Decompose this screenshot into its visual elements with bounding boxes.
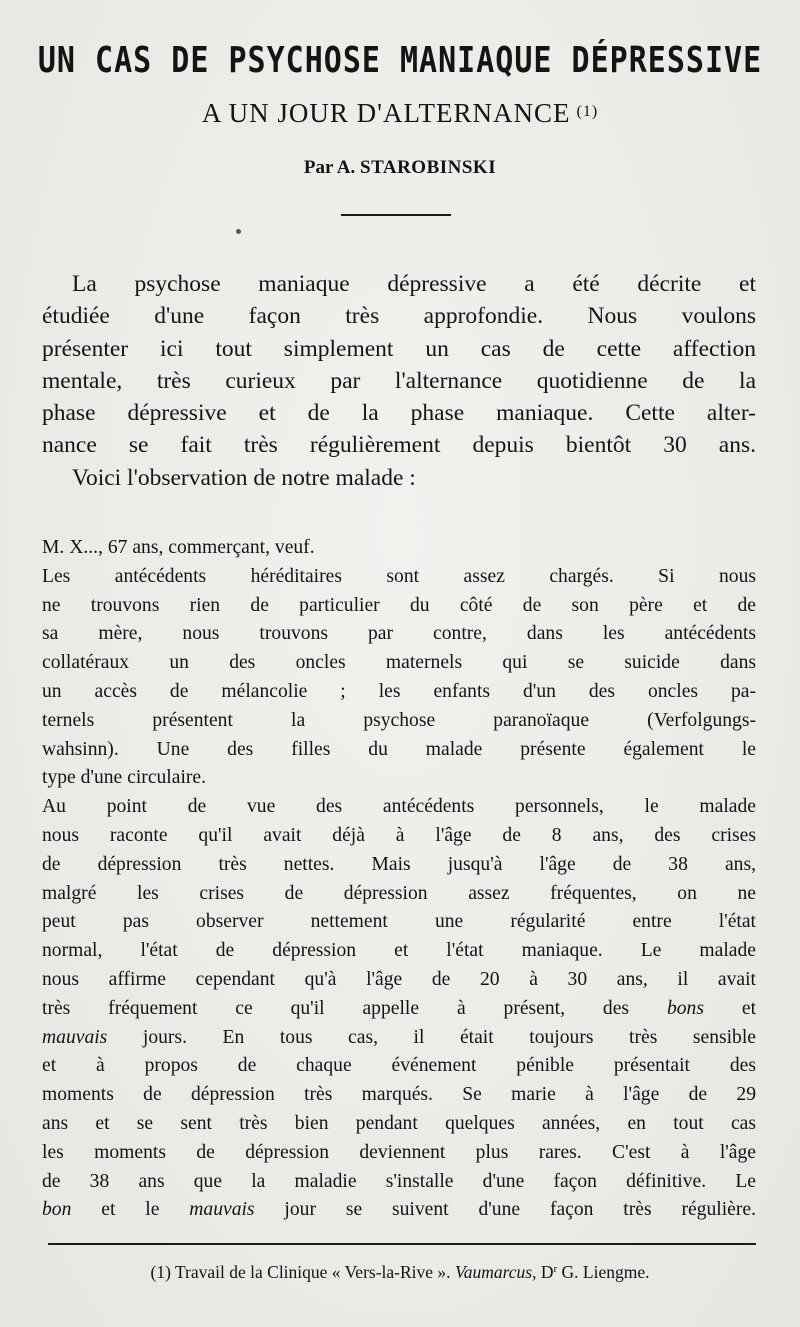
intro-line: mentale, très curieux par l'alternance quotidienne de la	[42, 367, 756, 394]
observation-line: les moments de dépression deviennent plus rares. C'est à l'âge	[42, 1141, 756, 1163]
subtitle-footnote-marker: (1)	[576, 103, 599, 120]
footnote-marker: (1)	[150, 1262, 171, 1282]
observation-line: collatéraux un des oncles maternels qui se suicide dans	[42, 652, 756, 674]
intro-line: La psychose maniaque dépressive a été décrite et	[72, 271, 756, 297]
article-title: UN CAS DE PSYCHOSE MANIAQUE DÉPRESSIVE	[37, 40, 763, 82]
subtitle-text: A UN JOUR D'ALTERNANCE	[201, 98, 571, 128]
observation-line: et à propos de chaque événement pénible présentait des	[42, 1055, 756, 1077]
footnote-doctor-prefix: D	[540, 1262, 554, 1282]
intro-line: Voici l'observation de notre malade :	[72, 464, 416, 491]
observation-line: Au point de vue des antécédents personnels, le malade	[42, 796, 756, 818]
observation-line: M. X..., 67 ans, commerçant, veuf.	[42, 537, 315, 558]
observation-line: sa mère, nous trouvons par contre, dans les antécédents	[42, 623, 756, 645]
author-name: STAROBINSKI	[360, 157, 497, 178]
footnote-doctor-name: G. Liengme.	[561, 1262, 650, 1282]
observation-line	[42, 1024, 756, 1053]
intro-paragraph	[42, 268, 756, 494]
article-subtitle	[0, 98, 800, 129]
observation-line: nous raconte qu'il avait déjà à l'âge de 8 ans, des crises	[42, 824, 756, 846]
observation-line: moments de dépression très marqués. Se marie à l'âge de 29	[42, 1084, 756, 1106]
intro-line: présenter ici tout simplement un cas de cette affection	[42, 335, 756, 362]
intro-line: nance se fait très régulièrement depuis bientôt 30 ans.	[42, 432, 756, 459]
observation-line: ans et se sent très bien pendant quelques années, en tout cas	[42, 1112, 756, 1134]
observation-line	[42, 995, 756, 1024]
ink-speck	[236, 229, 241, 234]
observation-line: type d'une circulaire.	[42, 767, 207, 789]
observation-line: peut pas observer nettement une régularité entre l'état	[42, 911, 756, 933]
footnote-text: Travail de la Clinique « Vers-la-Rive ».	[174, 1262, 451, 1282]
observation-line: Les antécédents héréditaires sont assez chargés. Si nous	[42, 565, 756, 587]
observation-line	[42, 1196, 756, 1225]
footnote-divider	[48, 1243, 756, 1245]
observation-line: wahsinn). Une des filles du malade présente également le	[42, 738, 756, 760]
footnote	[0, 1262, 800, 1283]
observation-line: normal, l'état de dépression et l'état maniaque. Le malade	[42, 940, 756, 962]
observation-section	[42, 534, 756, 1225]
observation-text: et le	[101, 1199, 160, 1221]
footnote-doctor-sup: r	[553, 1263, 558, 1275]
byline	[0, 157, 800, 179]
footnote-place: Vaumarcus,	[454, 1262, 537, 1282]
observation-line: un accès de mélancolie ; les enfants d'un des oncles pa-	[42, 680, 756, 702]
byline-prefix: Par A.	[303, 157, 356, 178]
observation-line: ternels présentent la psychose paranoïaque (Verfolgungs-	[42, 709, 756, 731]
observation-text: jours. En tous cas, il était toujours très sensible	[142, 1026, 756, 1048]
observation-line: de 38 ans que la maladie s'installe d'une façon définitive. Le	[42, 1170, 756, 1192]
italic-word: bon	[42, 1199, 72, 1221]
observation-line: ne trouvons rien de particulier du côté de son père et de	[42, 594, 756, 616]
intro-line: phase dépressive et de la phase maniaque. Cette alter-	[42, 400, 756, 427]
observation-text: et	[741, 997, 757, 1019]
observation-line: malgré les crises de dépression assez fréquentes, on ne	[42, 882, 756, 904]
italic-word: mauvais	[42, 1026, 108, 1048]
title-divider	[341, 214, 451, 216]
observation-text: jour se suivent d'une façon très régulière.	[284, 1199, 756, 1221]
italic-word: bons	[666, 997, 704, 1019]
observation-line: de dépression très nettes. Mais jusqu'à l'âge de 38 ans,	[42, 853, 756, 875]
observation-line: nous affirme cependant qu'à l'âge de 20 à 30 ans, il avait	[42, 968, 756, 990]
intro-line: étudiée d'une façon très approfondie. Nous voulons	[42, 303, 756, 330]
observation-text: très fréquement ce qu'il appelle à présent, des	[42, 997, 630, 1019]
italic-word: mauvais	[189, 1199, 255, 1221]
